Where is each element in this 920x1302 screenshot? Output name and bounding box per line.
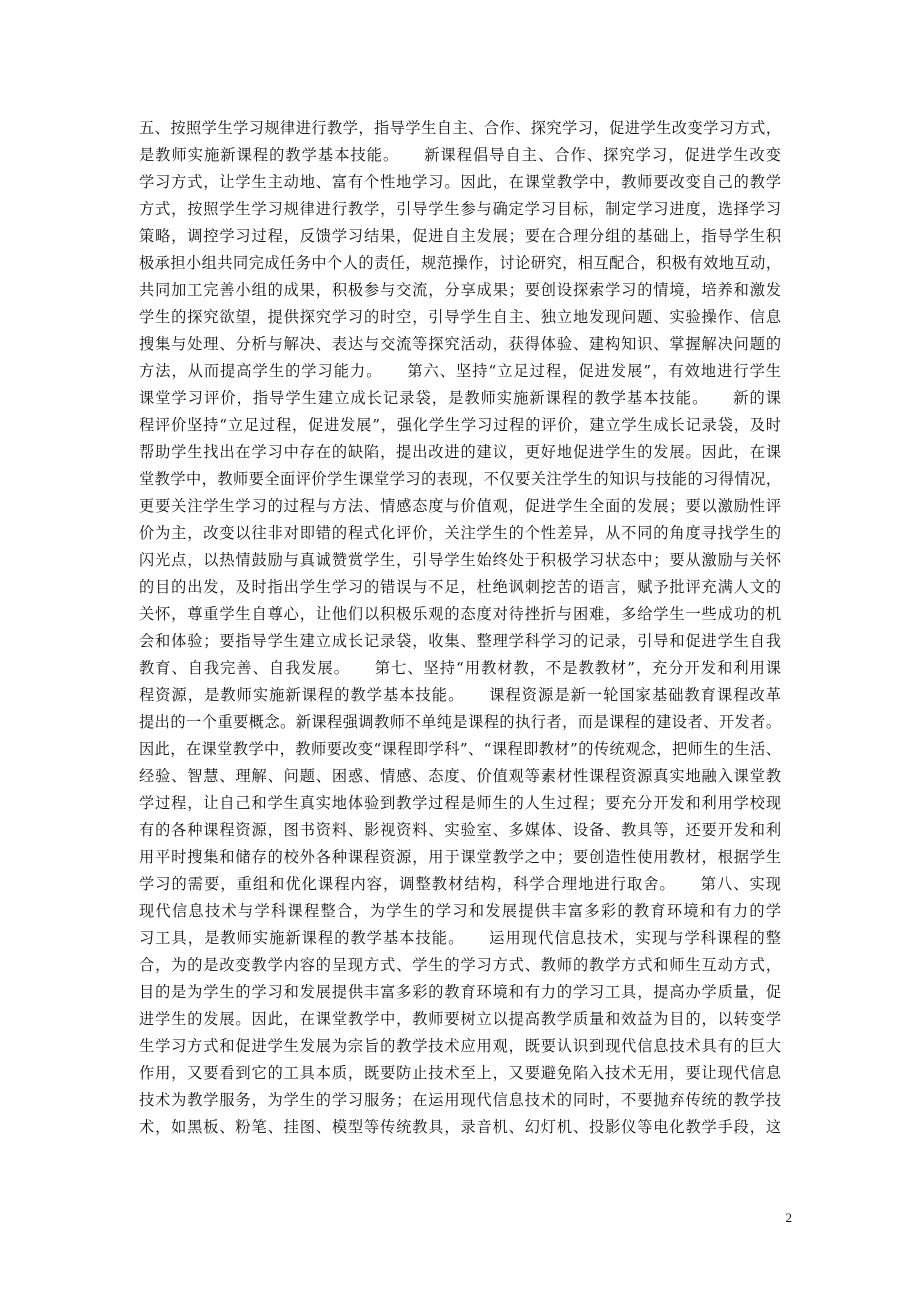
- text-line: 学习的需要，重组和优化课程内容，调整教材结构，科学合理地进行取舍。 第八、实现: [139, 875, 781, 893]
- body-text: [139, 115, 781, 1141]
- text-line: 作用，又要看到它的工具本质，既要防止技术至上，又要避免陷入技术无用，要让现代信息: [139, 1064, 781, 1082]
- text-line: 学生的探究欲望，提供探究学习的时空，引导学生自主、独立地发现问题、实验操作、信息: [139, 308, 781, 326]
- text-line: 程评价坚持“立足过程，促进发展”，强化学生学习过程的评价，建立学生成长记录袋，及时: [139, 416, 781, 434]
- text-line: 五、按照学生学习规律进行教学，指导学生自主、合作、探究学习，促进学生改变学习方式，: [139, 119, 781, 137]
- text-line: 共同加工完善小组的成果，积极参与交流，分享成果；要创设探索学习的情境，培养和激发: [139, 281, 781, 299]
- text-line: 技术为教学服务，为学生的学习服务；在运用现代信息技术的同时，不要抛弃传统的教学技: [139, 1091, 781, 1109]
- text-line: 用平时搜集和储存的校外各种课程资源，用于课堂教学之中；要创造性使用教材，根据学生: [139, 848, 781, 866]
- text-line: 现代信息技术与学科课程整合，为学生的学习和发展提供丰富多彩的教育环境和有力的学: [139, 902, 781, 920]
- text-line: 合，为的是改变教学内容的呈现方式、学生的学习方式、教师的教学方式和师生互动方式，: [139, 956, 781, 974]
- text-line: 方式，按照学生学习规律进行教学，引导学生参与确定学习目标，制定学习进度，选择学习: [139, 200, 781, 218]
- text-line: 策略，调控学习过程，反馈学习结果，促进自主发展；要在合理分组的基础上，指导学生积: [139, 227, 781, 245]
- text-line: 经验、智慧、理解、问题、困惑、情感、态度、价值观等素材性课程资源真实地融入课堂教: [139, 767, 781, 785]
- text-line: 学过程，让自己和学生真实地体验到教学过程是师生的人生过程；要充分开发和利用学校现: [139, 794, 781, 812]
- text-line: 搜集与处理、分析与解决、表达与交流等探究活动，获得体验、建构知识、掌握解决问题的: [139, 335, 781, 353]
- text-line: 提出的一个重要概念。新课程强调教师不单纯是课程的执行者，而是课程的建设者、开发者。: [139, 713, 781, 731]
- text-line: 课堂学习评价，指导学生建立成长记录袋，是教师实施新课程的教学基本技能。 新的课: [139, 389, 781, 407]
- text-line: 程资源，是教师实施新课程的教学基本技能。 课程资源是新一轮国家基础教育课程改革: [139, 686, 781, 704]
- text-line: 是教师实施新课程的教学基本技能。 新课程倡导自主、合作、探究学习，促进学生改变: [139, 146, 781, 164]
- text-line: 教育、自我完善、自我发展。 第七、坚持“用教材教，不是教教材”，充分开发和利用课: [139, 659, 781, 677]
- text-line: 因此，在课堂教学中，教师要改变“课程即学科”、“课程即教材”的传统观念，把师生的生活、: [139, 740, 781, 758]
- text-line: 价为主，改变以往非对即错的程式化评价，关注学生的个性差异，从不同的角度寻找学生的: [139, 524, 781, 542]
- text-line: 会和体验；要指导学生建立成长记录袋，收集、整理学科学习的记录，引导和促进学生自我: [139, 632, 781, 650]
- text-line: 帮助学生找出在学习中存在的缺陷，提出改进的建议，更好地促进学生的发展。因此，在课: [139, 443, 781, 461]
- text-line: 的目的出发，及时指出学生学习的错误与不足，杜绝讽刺挖苦的语言，赋予批评充满人文的: [139, 578, 781, 596]
- text-line: 目的是为学生的学习和发展提供丰富多彩的教育环境和有力的学习工具，提高办学质量，促: [139, 983, 781, 1001]
- text-line: 方法，从而提高学生的学习能力。 第六、坚持“立足过程，促进发展”，有效地进行学生: [139, 362, 781, 380]
- text-line: 堂教学中，教师要全面评价学生课堂学习的表现，不仅要关注学生的知识与技能的习得情况，: [139, 470, 781, 488]
- text-line: 极承担小组共同完成任务中个人的责任，规范操作，讨论研究，相互配合，积极有效地互动，: [139, 254, 781, 272]
- text-line: 学习方式，让学生主动地、富有个性地学习。因此，在课堂教学中，教师要改变自己的教学: [139, 173, 781, 191]
- text-line: 生学习方式和促进学生发展为宗旨的教学技术应用观，既要认识到现代信息技术具有的巨大: [139, 1037, 781, 1055]
- text-line: 术，如黑板、粉笔、挂图、模型等传统教具，录音机、幻灯机、投影仪等电化教学手段，这: [139, 1118, 781, 1136]
- text-line: 闪光点，以热情鼓励与真诚赞赏学生，引导学生始终处于积极学习状态中；要从激励与关怀: [139, 551, 781, 569]
- page-number: 2: [785, 1210, 792, 1225]
- text-line: 关怀，尊重学生自尊心，让他们以积极乐观的态度对待挫折与困难，多给学生一些成功的机: [139, 605, 781, 623]
- text-line: 更要关注学生学习的过程与方法、情感态度与价值观，促进学生全面的发展；要以激励性评: [139, 497, 781, 515]
- text-line: 进学生的发展。因此，在课堂教学中，教师要树立以提高教学质量和效益为目的，以转变学: [139, 1010, 781, 1028]
- text-line: 有的各种课程资源，图书资料、影视资料、实验室、多媒体、设备、教具等，还要开发和利: [139, 821, 781, 839]
- text-line: 习工具，是教师实施新课程的教学基本技能。 运用现代信息技术，实现与学科课程的整: [139, 929, 781, 947]
